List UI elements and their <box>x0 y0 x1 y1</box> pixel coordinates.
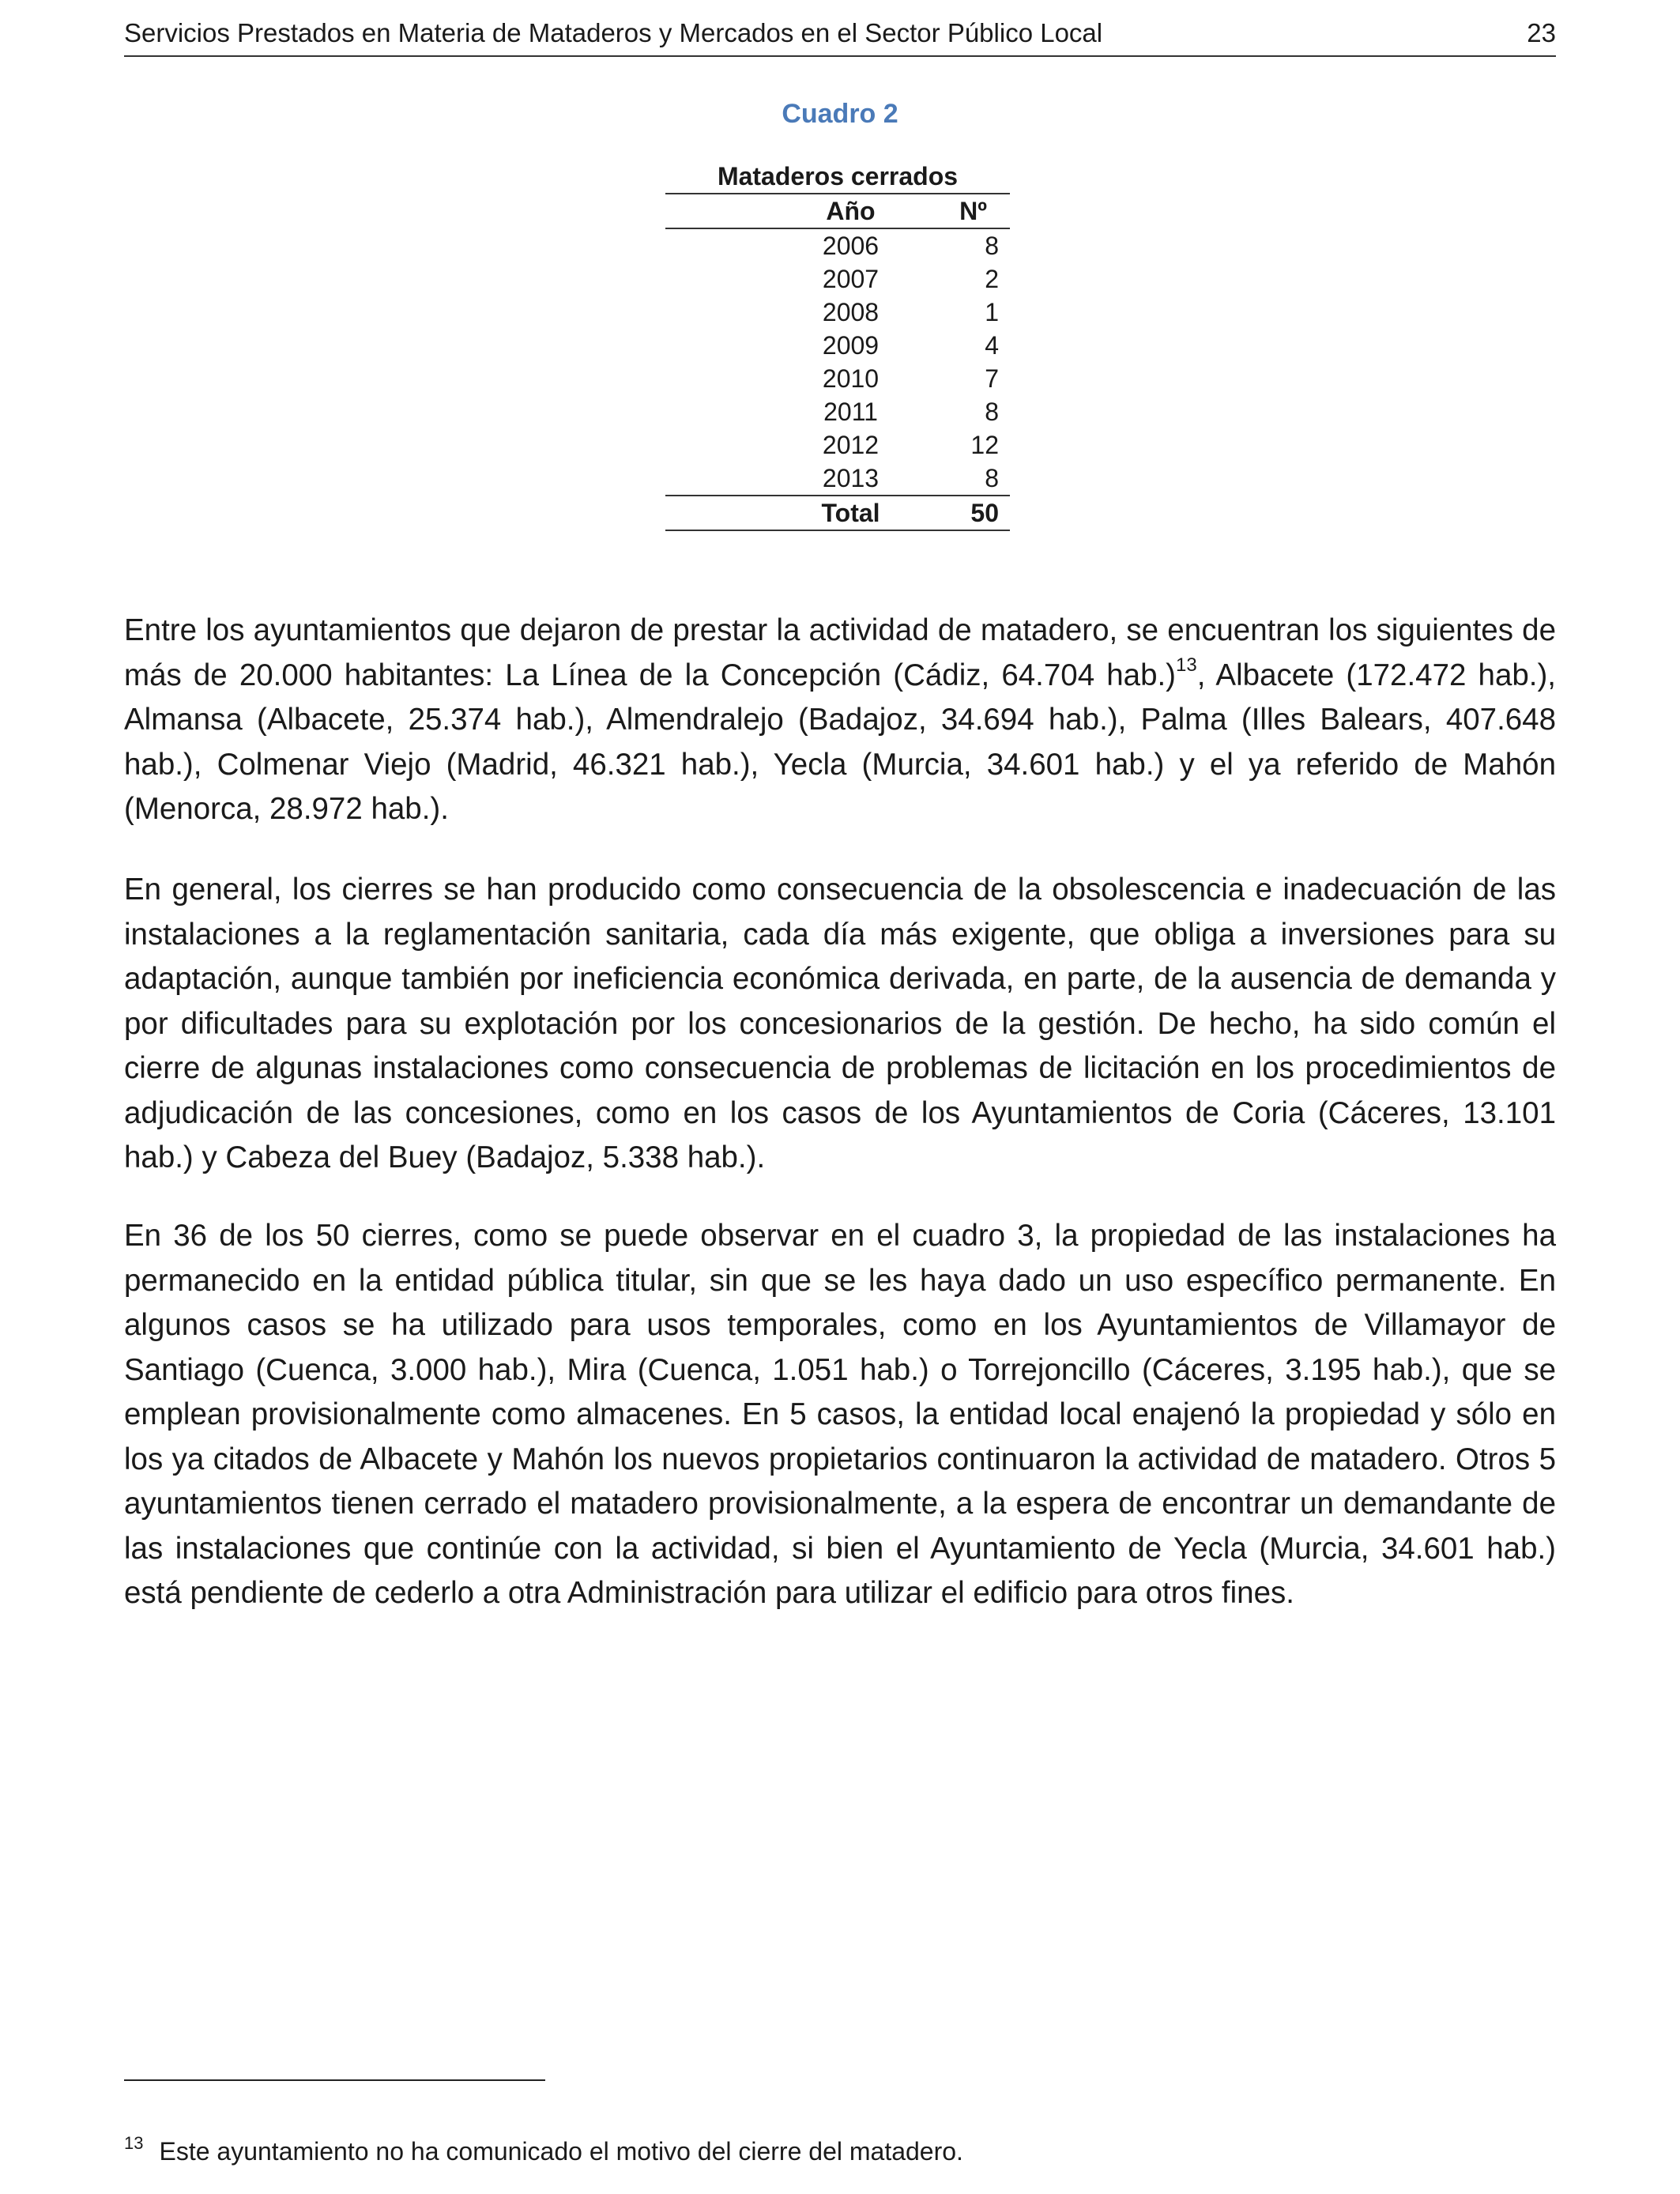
cell-year: 2012 <box>822 431 880 459</box>
table-row <box>665 329 1010 362</box>
cell-number: 2 <box>985 265 999 293</box>
footnote <box>124 2134 1556 2169</box>
table-row <box>665 229 1010 262</box>
cell-year: 2010 <box>822 364 880 393</box>
table-body <box>665 229 1010 495</box>
paragraph-1-text-end: , Albacete (172.472 hab.), Almansa (Albacete, 25.374 hab.), Almendralejo (Badajoz, 34.694 hab.), Palma (Illes Balears, 407.648 hab.), Colmenar Viejo (Madrid, 46.321 hab.), Yecla (Murcia, 34.601 hab.) y el ya referido de Mahón (Menorca, 28.972 hab.). <box>124 658 1556 826</box>
table-title: Mataderos cerrados <box>665 160 1010 194</box>
table-row <box>665 362 1010 395</box>
cell-number: 4 <box>985 331 999 360</box>
footnote-separator <box>124 2079 545 2081</box>
cell-number: 12 <box>970 431 999 459</box>
total-label: Total <box>821 499 880 527</box>
header-title: Servicios Prestados en Materia de Mataderos y Mercados en el Sector Público Local <box>124 18 1103 47</box>
table-header-row <box>665 194 1010 229</box>
cell-year: 2013 <box>822 464 880 492</box>
table-row <box>665 395 1010 428</box>
table-caption: Cuadro 2 <box>782 99 898 129</box>
cell-number: 7 <box>985 364 999 393</box>
footnote-reference[interactable]: 13 <box>1176 654 1197 676</box>
table-row <box>665 296 1010 329</box>
paragraph-2: En general, los cierres se han producido como consecuencia de la obsolescencia e inadecuación de las instalaciones a la reglamentación sanitaria, cada día más exigente, que obliga a inversiones para su adaptación, aunque también por ineficiencia económica derivada, en parte, de la ausencia de demanda y por dificultades para su explotación por los concesionarios de la gestión. De hecho, ha sido común el cierre de algunas instalaciones como consecuencia de problemas de licitación en los procedimientos de adjudicación de las concesiones, como en los casos de los Ayuntamientos de Coria (Cáceres, 13.101 hab.) y Cabeza del Buey (Badajoz, 5.338 hab.). <box>124 873 1556 1174</box>
paragraph-1 <box>124 609 1556 832</box>
table-row <box>665 262 1010 296</box>
column-header-year: Año <box>826 197 876 225</box>
cell-number: 8 <box>985 232 999 260</box>
table-row <box>665 428 1010 462</box>
cell-number: 1 <box>985 298 999 326</box>
table-row <box>665 462 1010 495</box>
paragraph-1-text-start: Entre los ayuntamientos que dejaron de prestar la actividad de matadero, se encuentran los siguientes de más de 20.000 habitantes: La Línea de la Concepción (Cádiz, 64.704 hab.) <box>124 613 1556 692</box>
table-total-row <box>665 495 1010 531</box>
column-header-number: Nº <box>959 197 987 225</box>
closed-slaughterhouses-table <box>665 160 1010 531</box>
paragraph-3: En 36 de los 50 cierres, como se puede observar en el cuadro 3, la propiedad de las instalaciones ha permanecido en la entidad pública titular, sin que se les haya dado un uso específico permanente. En algunos casos se ha utilizado para usos temporales, como en los Ayuntamientos de Villamayor de Santiago (Cuenca, 3.000 hab.), Mira (Cuenca, 1.051 hab.) o Torrejoncillo (Cáceres, 3.195 hab.), que se emplean provisionalmente como almacenes. En 5 casos, la entidad local enajenó la propiedad y sólo en los ya citados de Albacete y Mahón los nuevos propietarios continuaron la actividad de matadero. Otros 5 ayuntamientos tienen cerrado el matadero provisionalmente, a la espera de encontrar un demandante de las instalaciones que continúe con la actividad, si bien el Ayuntamiento de Yecla (Murcia, 34.601 hab.) está pendiente de cederlo a otra Administración para utilizar el edificio para otros fines. <box>124 1219 1556 1610</box>
cell-year: 2011 <box>823 398 878 426</box>
footnote-number: 13 <box>124 2133 144 2153</box>
cell-number: 8 <box>985 464 999 492</box>
footnote-text: Este ayuntamiento no ha comunicado el motivo del cierre del matadero. <box>159 2137 963 2166</box>
total-value: 50 <box>970 499 999 527</box>
page-header <box>124 14 1556 57</box>
cell-year: 2006 <box>822 232 880 260</box>
page-number: 23 <box>1527 18 1556 47</box>
cell-year: 2007 <box>822 265 880 293</box>
cell-number: 8 <box>985 398 999 426</box>
cell-year: 2008 <box>822 298 880 326</box>
cell-year: 2009 <box>822 331 880 360</box>
